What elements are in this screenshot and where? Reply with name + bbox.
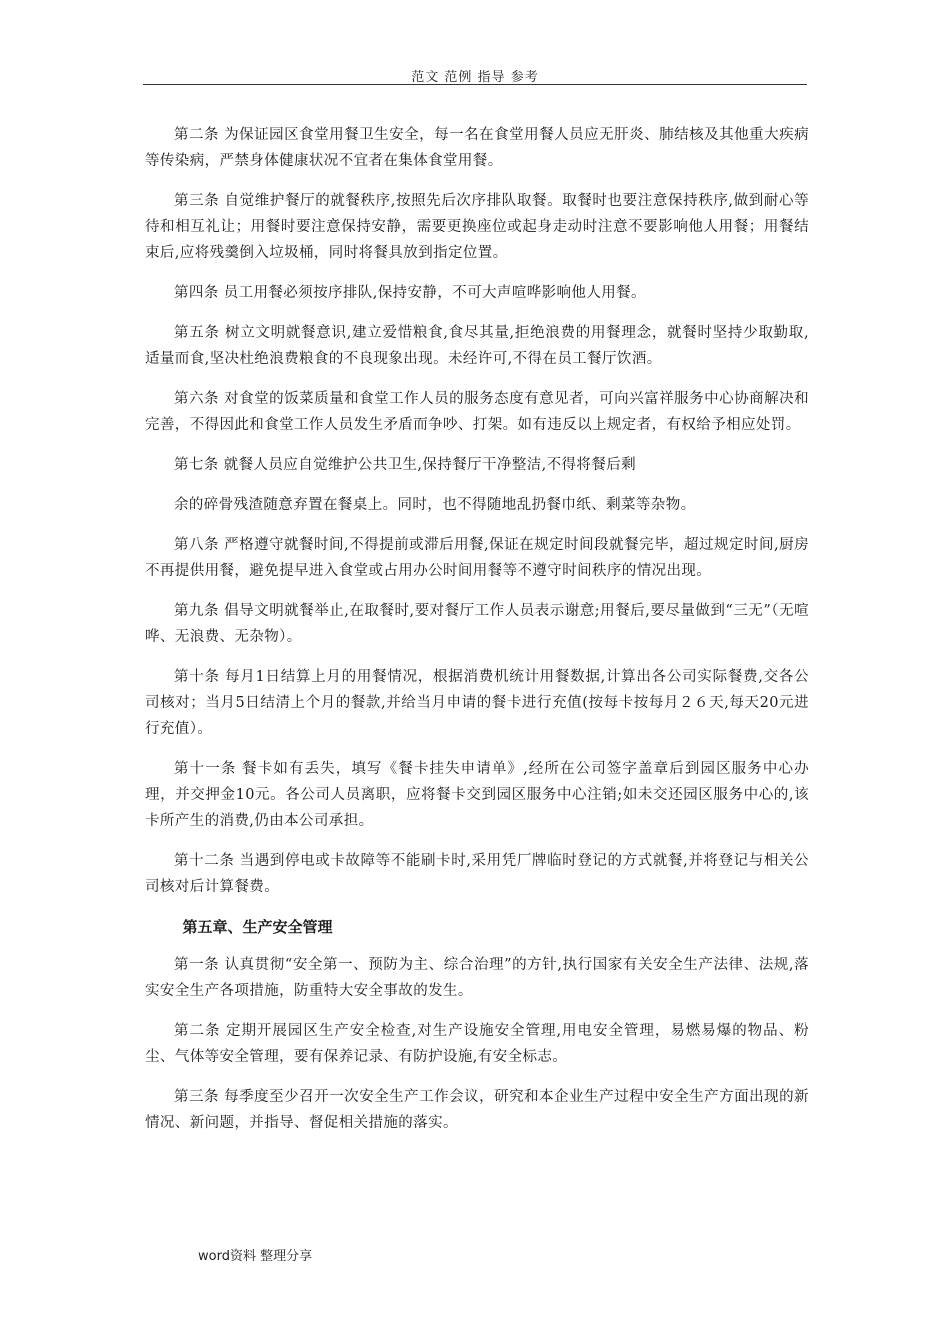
page-header: 范文 范例 指导 参考	[411, 70, 539, 85]
article-4-queue: 第四条 员工用餐必须按序排队,保持安静，不可大声喧哗影响他人用餐。	[174, 285, 646, 301]
article-11-lost-card: 第十一条 餐卡如有丢失，填写《餐卡挂失申请单》,经所在公司签字盖章后到园区服务中心办理，并交押金10元。各公司人员离职，应将餐卡交到园区服务中心注销;如未交还园区服务中心的,该卡所产生的消费,仍由本公司承担。	[145, 761, 809, 829]
chapter-5-article-3: 第三条 每季度至少召开一次安全生产工作会议，研究和本企业生产过程中安全生产方面出现的新情况、新问题，并指导、督促相关措施的落实。	[145, 1089, 809, 1131]
chapter-5-article-1: 第一条 认真贯彻“安全第一、预防为主、综合治理”的方针,执行国家有关安全生产法律、法规,落实安全生产各项措施，防重特大安全事故的发生。	[145, 957, 809, 999]
document-body	[145, 122, 809, 1150]
article-9-civility: 第九条 倡导文明就餐举止,在取餐时,要对餐厅工作人员表示谢意;用餐后,要尽量做到“三无”（无喧哗、无浪费、无杂物）。	[145, 603, 809, 645]
article-3-dining-order: 第三条 自觉维护餐厅的就餐秩序,按照先后次序排队取餐。取餐时也要注意保持秩序,做到耐心等待和相互礼让；用餐时要注意保持安静，需要更换座位或起身走动时注意不要影响他人用餐；用餐结束后,应将残羹倒入垃圾桶，同时将餐具放到指定位置。	[145, 193, 809, 261]
chapter-5-article-2: 第二条 定期开展园区生产安全检查,对生产设施安全管理,用电安全管理，易燃易爆的物品、粉尘、气体等安全管理，要有保养记录、有防护设施,有安全标志。	[145, 1023, 809, 1065]
chapter-5-heading: 第五章、生产安全管理	[182, 918, 333, 936]
article-2-meal-hygiene: 第二条 为保证园区食堂用餐卫生安全，每一名在食堂用餐人员应无肝炎、肺结核及其他重大疾病等传染病，严禁身体健康状况不宜者在集体食堂用餐。	[145, 127, 809, 169]
article-8-meal-time: 第八条 严格遵守就餐时间,不得提前或滞后用餐,保证在规定时间段就餐完毕，超过规定时间,厨房不再提供用餐，避免提早进入食堂或占用办公时间用餐等不遵守时间秩序的情况出现。	[145, 537, 809, 579]
article-6-complaints: 第六条 对食堂的饭菜质量和食堂工作人员的服务态度有意见者，可向兴富祥服务中心协商解决和完善，不得因此和食堂工作人员发生矛盾而争吵、打架。如有违反以上规定者，有权给予相应处罚。	[145, 391, 809, 433]
article-7-hygiene-part1: 第七条 就餐人员应自觉维护公共卫生,保持餐厅干净整洁,不得将餐后剩	[174, 457, 637, 473]
page-footer: word资料 整理分享	[198, 1249, 313, 1264]
article-5-no-waste: 第五条 树立文明就餐意识,建立爱惜粮食,食尽其量,拒绝浪费的用餐理念，就餐时坚持少取勤取,适量而食,坚决杜绝浪费粮食的不良现象出现。未经许可,不得在员工餐厅饮酒。	[145, 325, 809, 367]
article-7-hygiene-part2: 余的碎骨残渣随意弃置在餐桌上。同时，也不得随地乱扔餐巾纸、剩菜等杂物。	[174, 497, 696, 513]
article-10-settlement: 第十条 每月1日结算上月的用餐情况，根据消费机统计用餐数据,计算出各公司实际餐费,交各公司核对；当月5日结清上个月的餐款,并给当月申请的餐卡进行充值(按每卡按每月２６天,每天20元进行充值）。	[145, 669, 809, 737]
article-12-outage: 第十二条 当遇到停电或卡故障等不能刷卡时,采用凭厂牌临时登记的方式就餐,并将登记与相关公司核对后计算餐费。	[145, 853, 809, 895]
header-divider	[143, 84, 807, 85]
